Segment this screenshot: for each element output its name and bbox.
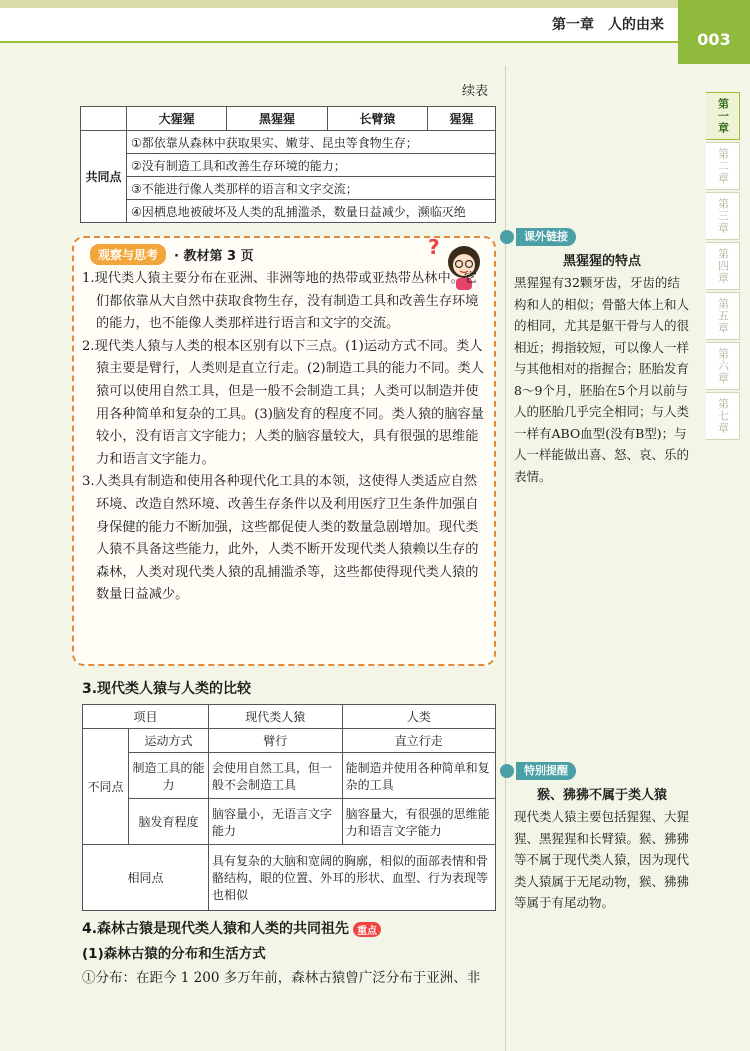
table-header: 黑猩猩 [227, 107, 327, 131]
table-header: 大猩猩 [127, 107, 227, 131]
table-cell: ④因栖息地被破坏及人类的乱捕滥杀，数量日益减少，濒临灭绝 [127, 200, 496, 223]
observe-heading [90, 244, 254, 265]
chimp-features-title: 黑猩猩的特点 [562, 254, 641, 269]
human-cell: 脑容量大，有很强的思维能力和语言文字能力 [342, 799, 495, 845]
header-top-rule [0, 0, 678, 8]
extension-link-label: 课外链接 [516, 228, 576, 246]
special-reminder-badge [500, 762, 576, 780]
item-cell: 制造工具的能力 [129, 753, 209, 799]
human-cell: 能制造并使用各种简单和复杂的工具 [342, 753, 495, 799]
tab-chapter-7[interactable]: 第七章 [706, 392, 740, 440]
ape-comparison-table [80, 106, 496, 223]
observe-answer-2: 2.现代类人猿与人类的根本区别有以下三点。(1)运动方式不同。类人猿主要是臂行，人类则是直立行走。(2)制造工具的能力不同。类人猿可以使用自然工具，但是一般不会制造工具；人类可以制造并使用各种简单和复杂的工具。(3)脑发育的程度不同。类人猿的脑容量较小，没有语言文字能力；人类的脑容量较大，具有很强的思维能力和语言文字能力。 [82, 338, 484, 467]
extension-link-badge [500, 228, 576, 246]
ape-human-comparison-table [82, 704, 496, 911]
table-header: 现代类人猿 [209, 705, 343, 729]
svg-text:?: ? [428, 235, 440, 259]
human-cell: 直立行走 [342, 729, 495, 753]
similarity-cell: 具有复杂的大脑和宽阔的胸廓，相似的面部表情和骨骼结构，眼的位置、外耳的形状、血型、行为表现等也相似 [209, 845, 496, 911]
observe-think-box [72, 236, 496, 666]
table-header: 猩猩 [428, 107, 496, 131]
key-point-badge: 重点 [353, 922, 381, 937]
tab-chapter-1[interactable]: 第一章 [706, 92, 740, 140]
observe-subtitle: · 教材第 3 页 [174, 249, 254, 264]
observe-answer-1: 1.现代类人猿主要分布在亚洲、非洲等地的热带或亚热带丛林中。它们都依靠从大自然中获取食物生存，没有制造工具和改善生存环境的能力，也不能像人类那样进行语言和文字的交流。 [82, 271, 479, 332]
chapter-tabs [706, 92, 740, 442]
ape-cell: 臂行 [209, 729, 343, 753]
ape-cell: 脑容量小，无语言文字能力 [209, 799, 343, 845]
chimp-features-text: 黑猩猩有32颗牙齿，牙齿的结构和人的相似；骨骼大体上和人的相同，尤其是躯干骨与人的很相近；拇指较短，可以像人一样与其他相对的指握合；胚胎发育8～9个月，胚胎在5个月以前与人的胚胎几乎完全相同；与人类一样有ABO血型(没有B型)；与人一样能做出喜、怒、哀、乐的表情。 [514, 275, 690, 484]
observe-badge: 观察与思考 [90, 244, 166, 265]
table-cell: ③不能进行像人类那样的语言和文字交流； [127, 177, 496, 200]
special-reminder-label: 特别提醒 [516, 762, 576, 780]
table-header: 人类 [342, 705, 495, 729]
section-4-title-text: 4.森林古猿是现代类人猿和人类的共同祖先 [82, 921, 350, 937]
column-divider [505, 66, 506, 1051]
page-header [0, 0, 750, 42]
table-cell: ①都依靠从森林中获取果实、嫩芽、昆虫等食物生存； [127, 131, 496, 154]
common-points-label: 共同点 [81, 131, 127, 223]
item-cell: 运动方式 [129, 729, 209, 753]
tab-chapter-3[interactable]: 第三章 [706, 192, 740, 240]
badge-dot-icon [500, 764, 514, 778]
monkey-note-text: 现代类人猿主要包括猩猩、大猩猩、黑猩猩和长臂猿。猴、狒狒等不属于现代类人猿，因为现代类人猿属于无尾动物，猴、狒狒等属于有尾动物。 [514, 809, 690, 910]
tab-chapter-4[interactable]: 第四章 [706, 242, 740, 290]
header-divider [0, 41, 678, 43]
table-header: 长臂猿 [327, 107, 427, 131]
tab-chapter-2[interactable]: 第二章 [706, 142, 740, 190]
subsection-title: (1)森林古猿的分布和生活方式 [82, 946, 266, 962]
chapter-title: 第一章 人的由来 [552, 17, 664, 33]
observe-answer-3: 3.人类具有制造和使用各种现代化工具的本领，这使得人类适应自然环境、改造自然环境、改善生存条件以及利用医疗卫生条件加强自身保健的能力不断加强，这些都促使人类的数量急剧增加。现代类人猿不具备这些能力，此外，人类不断开发现代类人猿赖以生存的森林，人类对现代类人猿的乱捕滥杀等，这些都使得现代类人猿的数量日益减少。 [82, 474, 479, 603]
table-continued-label: 续表 [462, 84, 489, 99]
monkey-note-title: 猴、狒狒不属于类人猿 [536, 788, 667, 803]
difference-label: 不同点 [83, 729, 129, 845]
table-header [81, 107, 127, 131]
ape-cell: 会使用自然工具，但一般不会制造工具 [209, 753, 343, 799]
table-cell: ②没有制造工具和改善生存环境的能力； [127, 154, 496, 177]
observe-content [82, 268, 490, 607]
section-4-title [82, 918, 381, 938]
badge-dot-icon [500, 230, 514, 244]
table-header: 项目 [83, 705, 209, 729]
tab-chapter-6[interactable]: 第六章 [706, 342, 740, 390]
section-3-title: 3.现代类人猿与人类的比较 [82, 681, 252, 697]
tab-chapter-5[interactable]: 第五章 [706, 292, 740, 340]
distribution-paragraph: ①分布：在距今 1 200 多万年前，森林古猿曾广泛分布于亚洲、非 [82, 970, 481, 986]
page-number: 003 [678, 0, 750, 64]
similarity-label: 相同点 [83, 845, 209, 911]
item-cell: 脑发育程度 [129, 799, 209, 845]
